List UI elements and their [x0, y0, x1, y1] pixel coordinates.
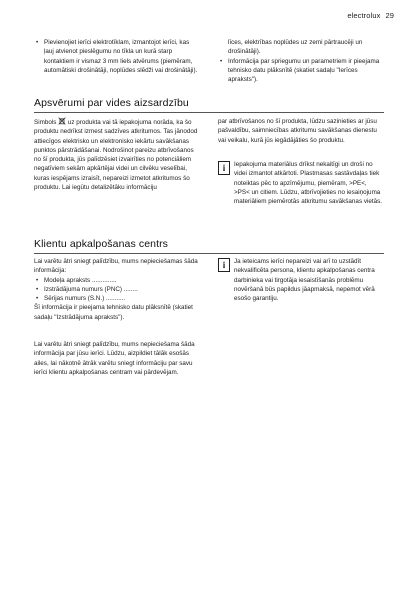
crossed-bin-icon [58, 117, 66, 125]
bullet-icon: • [36, 285, 39, 293]
list-item: • Informācija par spriegumu un parametriem ir pieejama tehnisko datu plāksnītē (skatiet sadaļu "Ierīces apraksts"). [220, 57, 380, 83]
section-title-service: Klientu apkalpošanas centrs [34, 238, 169, 250]
environment-text: Simbols uz produkta vai tā iepakojuma norāda, ka šo produktu nedrīkst izmest sadzīves atkritumos. Tas jānodod attiecīgos elektrisko un elektronisko iekārtu savākšanas punktos pārstrādāšanai. Nodrošinot pareizu atbrīvošanos no šī produkta, jūs palīdzēsiet izvairīties no potenciāliem negatīviem sekām apkārtējai videi un cilvēku veselībai, kuras iespējams izraisīt, nepareizi izmetot atkritumos šo produktu. Lai iegūtu detalizētāku informāciju [34, 119, 198, 191]
service-outro: Šī informācija ir pieejama tehnisko datu plāksnītē (skatiet sadaļu "Izstrādājuma apraksts"). [34, 304, 193, 321]
info-note-packaging [218, 160, 384, 206]
info-text: Ja ieteicams ierīci nepareizi vai arī to uzstādīt nekvalificēta persona, klientu apkalpošanas centra darbinieka vai tirgotāja iesaistīšanās problēmu novēršanā būs papildus jāapmaksā, nepemot vērā esošo garantiju. [234, 258, 375, 302]
service-bottom-text: Lai varētu ātri sniegt palīdzību, mums nepieciešama šāda informācija par jūsu ierīci. Lūdzu, aizpildiet tālāk esošās ailes, lai nākotnē ātrāk varētu sniegt informāciju par savu ierīci klientu apkalpošanas centram vai pārdevējam. [34, 341, 195, 376]
environment-right-column [218, 117, 384, 145]
section-divider [34, 253, 384, 254]
top-right-column [218, 38, 384, 84]
info-note-service [218, 257, 384, 303]
continued-text: līces, elektrības noplūdes uz zemi pārtraucēji un drošinātāji). [228, 39, 363, 56]
top-left-column [34, 38, 200, 75]
page-number: 29 [385, 11, 394, 20]
section-title-environment: Apsvērumi par vides aizsardzību [34, 97, 189, 109]
bullet-icon: • [36, 39, 39, 46]
info-icon: i [218, 161, 230, 175]
service-bottom-left [34, 340, 200, 377]
section-divider [34, 112, 384, 113]
bullet-icon: • [36, 276, 39, 284]
environment-text-continued: par atbrīvošanos no šī produkta, lūdzu sazinieties ar jūsu pašvaldību, saimniecības atkritumu savākšanas dienestu vai veikalu, kurā jūs iegādājāties šo produktu. [218, 118, 377, 144]
list-item: • Izstrādājuma numurs (PNC) ........ [36, 285, 138, 293]
bullet-icon: • [220, 57, 223, 65]
service-left-column [34, 257, 200, 322]
info-text: Iepakojuma materiālus drīkst nekaitīgi un droši no videi izmantot atkārtoti. Plastmasas sastāvdaļas tiek noteiktas pēc to apzīmējumu, piemēram, >PE<, >PS< un citiem. Lūdzu, atbrīvojieties no iesaiņojuma materiāliem piemērotās atkritumu savākšanas vietās. [234, 161, 383, 205]
service-intro: Lai varētu ātri sniegt palīdzību, mums nepieciešamas šāda informācija: [34, 258, 198, 275]
environment-left-column [34, 117, 200, 192]
list-item: • Pievienojiet ierīci elektrotīklam, izmantojot ierīci, kas ļauj atvienot pieslēgumu no tīkla un kurā starp kontaktiem ir vismaz 3 mm liels atvērums (piemēram, automātiski drošinātāji, noplūdes slēdži vai drošinātāji). [36, 39, 198, 74]
list-item: • Sērijas numurs (S.N.) ........... [36, 295, 126, 302]
brand-name: electrolux [347, 11, 381, 20]
list-item: • Modeļa apraksts .............. [36, 276, 117, 284]
page-header [347, 11, 394, 20]
info-icon: i [218, 258, 230, 272]
bullet-icon: • [36, 295, 39, 302]
